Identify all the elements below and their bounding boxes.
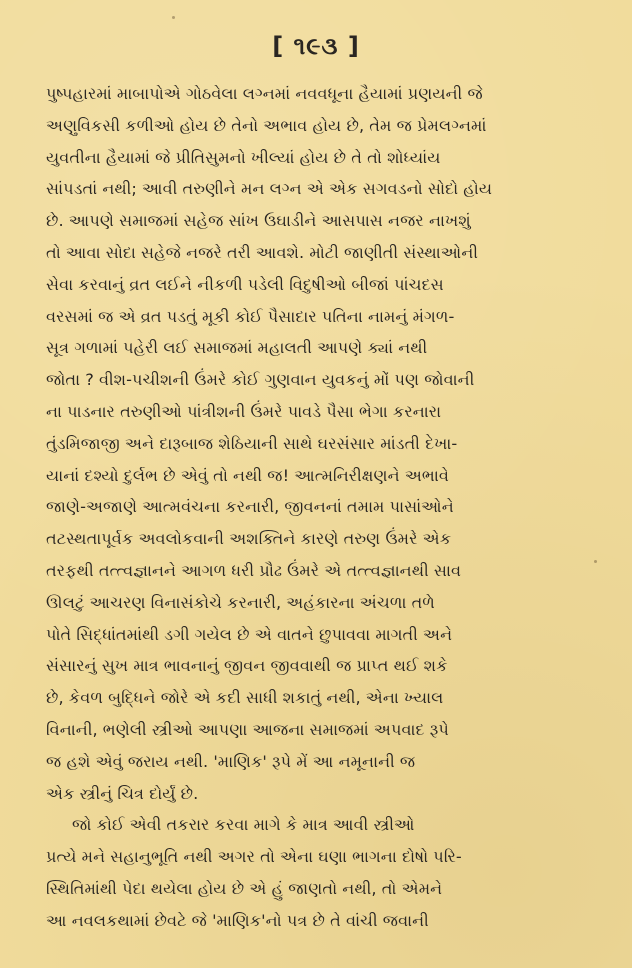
text-line: જોતા ? વીશ-પચીશની ઉંમરે કોઈ ગુણવાન યુવકનું મોં પણ જોવાની [46, 370, 475, 390]
text-line: પોતે સિદ્ધાંતમાંથી ડગી ગયેલ છે એ વાતને છુપાવવા માગતી અને [46, 624, 453, 644]
text-line: વરસમાં જ એ વ્રત પડતું મૂકી કોઈ પૈસાદાર પતિના નામનું મંગળ- [46, 306, 455, 326]
text-line: જ હશે એવું જરાય નથી. 'માણિક' રૂપે મેં આ નમૂનાની જ [46, 751, 416, 771]
text-line: સેવા કરવાનું વ્રત લઈને નીકળી પડેલી વિદુષીઓ બીજાં પાંચદસ [46, 274, 444, 294]
text-line: યાનાં દશ્યો દુર્લભ છે એવું તો નથી જ! આત્મનિરીક્ષણને અભાવે [46, 465, 449, 485]
text-line: એક સ્ત્રીનું ચિત્ર દોર્યું છે. [46, 783, 199, 803]
text-line: પુષ્પહારમાં માબાપોએ ગોઠવેલા લગ્નમાં નવવધૂના હૈયામાં પ્રણયની જે [46, 84, 483, 103]
text-line: તટસ્થતાપૂર્વક અવલોકવાની અશક્તિને કારણે તરુણ ઉંમરે એક [46, 529, 452, 549]
text-line: તુંડમિજાજી અને દારૂબાજ શેઠિયાની સાથે ઘરસંસાર માંડતી દેખા- [46, 433, 458, 453]
text-line: યુવતીના હૈયામાં જે પ્રીતિસુમનો ખીલ્યાં હોય છે તે તો શોધ્યાંય [46, 147, 441, 167]
page-number: [ ૧૯૩ ] [272, 32, 360, 60]
text-line: સૂત્ર ગળામાં પહેરી લઈ સમાજમાં મહાલતી આપણે ક્યાં નથી [46, 338, 428, 358]
paper-speck [172, 16, 175, 19]
text-line: છે. આપણે સમાજમાં સહેજ સાંખ ઉઘાડીને આસપાસ નજર નાખશું [46, 211, 471, 231]
text-line: અણુવિકસી કળીઓ હોય છે તેનો અભાવ હોય છે, તેમ જ પ્રેમલગ્નમાં [46, 115, 487, 135]
text-line: સંસારનું સુખ માત્ર ભાવનાનું જીવન જીવવાથી જ પ્રાપ્ત થઈ શકે [46, 656, 448, 676]
page-text [46, 78, 612, 937]
text-line: ઊલટું આચરણ વિનાસંકોચે કરનારી, અહંકારના અંચળા તળે [46, 592, 435, 612]
text-line: ના પાડનાર તરુણીઓ પાંત્રીશની ઉંમરે પાવડે પૈસા ભેગા કરનારા [46, 401, 442, 421]
text-line: સ્થિતિમાંથી પેદા થયેલા હોય છે એ હું જાણતો નથી, તો એમને [46, 878, 443, 898]
text-line: તરફથી તત્ત્વજ્ઞાનને આગળ ધરી પ્રૌઢ ઉંમરે એ તત્ત્વજ્ઞાનથી સાવ [46, 560, 462, 580]
paper-speck [594, 560, 597, 563]
text-line: છે, કેવળ બુદ્ધિને જોરે એ કદી સાધી શકાતું નથી, એના ખ્યાલ [46, 688, 444, 708]
paragraph-first-line: જો કોઈ એવી તકરાર કરવા માગે કે માત્ર આવી સ્ત્રીઓ [72, 815, 415, 835]
text-line: આ નવલકથામાં છેવટે જે 'માણિક'નો પત્ર છે તે વાંચી જવાની [46, 910, 429, 930]
text-line: જાણે-અજાણે આત્મવંચના કરનારી, જીવનનાં તમામ પાસાંઓને [46, 497, 454, 517]
text-line: સાંપડતાં નથી; આવી તરુણીને મન લગ્ન એ એક સગવડનો સોદો હોય [46, 179, 493, 199]
text-line: તો આવા સોદા સહેજે નજરે તરી આવશે. મોટી જાણીતી સંસ્થાઓની [46, 242, 479, 262]
text-line: પ્રત્યે મને સહાનુભૂતિ નથી અગર તો એના ઘણા ભાગના દોષો પરિ- [46, 847, 462, 867]
text-line: વિનાની, ભણેલી સ્ત્રીઓ આપણા આજના સમાજમાં અપવાદ રૂપે [46, 719, 449, 739]
